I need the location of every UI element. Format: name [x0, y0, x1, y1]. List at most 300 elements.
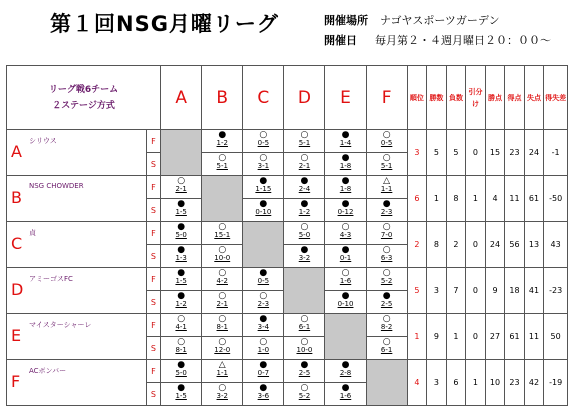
result-score: 1-1: [216, 369, 228, 377]
result-mark: ●: [259, 268, 268, 278]
result-score: 2-8: [339, 369, 352, 377]
result-mark: ○: [300, 222, 309, 232]
result-mark: ○: [382, 314, 391, 324]
result-cell: [243, 383, 284, 406]
result-score: 5-1: [216, 162, 228, 170]
result-mark: ○: [177, 337, 186, 347]
result-cell: [243, 314, 284, 337]
venue-value: ナゴヤスポーツガーデン: [380, 14, 500, 27]
stat-header-label: 得失差: [545, 93, 567, 102]
stage-label: F: [146, 176, 160, 199]
result-cell: [284, 360, 325, 383]
result-score: 1-8: [339, 185, 352, 193]
result-cell: [325, 199, 366, 222]
stage-label: F: [146, 268, 160, 291]
table-row: [7, 268, 568, 291]
league-format-line2: ２ステージ方式: [52, 100, 115, 111]
stage-label: S: [146, 337, 160, 360]
team-cell: [7, 176, 147, 222]
result-mark: ○: [300, 383, 309, 393]
result-cell: [161, 245, 202, 268]
result-mark: ○: [382, 153, 391, 163]
result-score: 1-5: [175, 392, 187, 400]
team-letter: D: [11, 280, 24, 299]
self-match-cell: [202, 176, 243, 222]
result-cell: [325, 245, 366, 268]
stat-header-label: 順位: [409, 93, 424, 102]
stage-label: F: [146, 314, 160, 337]
result-mark: ●: [259, 199, 268, 209]
result-mark: ●: [382, 199, 391, 209]
stat-value: 11: [505, 176, 525, 222]
stat-value: 10: [485, 360, 505, 406]
stat-value: 15: [485, 130, 505, 176]
column-header-e: E: [325, 66, 366, 130]
team-letter: E: [11, 326, 22, 345]
league-table: [6, 65, 568, 406]
stat-value: 4: [485, 176, 505, 222]
result-mark: ○: [382, 222, 391, 232]
result-cell: [284, 176, 325, 199]
result-cell: [366, 337, 407, 360]
result-score: 0-10: [255, 208, 272, 216]
stat-value: 0: [466, 130, 486, 176]
result-mark: ●: [341, 245, 350, 255]
result-score: 2-5: [380, 300, 393, 308]
result-cell: [243, 268, 284, 291]
result-cell: [284, 383, 325, 406]
result-cell: [325, 268, 366, 291]
stat-value: 11: [524, 314, 544, 360]
league-format: [7, 66, 161, 130]
result-cell: [243, 291, 284, 314]
result-cell: [366, 245, 407, 268]
result-score: 1-15: [255, 185, 272, 193]
stat-value: 1: [466, 360, 486, 406]
team-cell: [7, 314, 147, 360]
result-score: 3-2: [298, 254, 311, 262]
league-format-line1: リーグ戦6チーム: [48, 84, 119, 95]
self-match-cell: [161, 130, 202, 176]
table-row: [7, 130, 568, 153]
result-score: 3-4: [257, 323, 270, 331]
result-mark: ○: [259, 153, 268, 163]
table-row: [7, 314, 568, 337]
result-cell: [161, 337, 202, 360]
stat-value: 50: [544, 314, 568, 360]
result-cell: [366, 222, 407, 245]
stat-header: [544, 66, 568, 130]
stat-value: 23: [505, 360, 525, 406]
result-mark: ●: [341, 130, 350, 140]
result-mark: ○: [382, 130, 391, 140]
result-cell: [366, 199, 407, 222]
stage-label: S: [146, 245, 160, 268]
stat-value: 56: [505, 222, 525, 268]
result-cell: [161, 268, 202, 291]
result-score: 0-5: [380, 139, 393, 147]
stat-value: 6: [446, 360, 466, 406]
result-mark: ●: [177, 199, 186, 209]
result-cell: [366, 314, 407, 337]
result-cell: [161, 222, 202, 245]
result-mark: ○: [218, 222, 227, 232]
result-score: 2-1: [216, 300, 228, 308]
result-mark: ●: [341, 291, 350, 301]
result-cell: [243, 199, 284, 222]
stat-value: 3: [427, 268, 447, 314]
result-score: 2-5: [298, 369, 311, 377]
result-score: 2-3: [257, 300, 270, 308]
result-cell: [325, 383, 366, 406]
result-cell: [284, 153, 325, 176]
stat-value: 9: [427, 314, 447, 360]
result-cell: [325, 360, 366, 383]
stat-value: 2: [446, 222, 466, 268]
result-mark: ●: [341, 199, 350, 209]
stat-value: 23: [505, 130, 525, 176]
venue-label: 開催場所: [324, 14, 368, 27]
self-match-cell: [325, 314, 366, 360]
result-mark: ○: [259, 291, 268, 301]
result-cell: [325, 222, 366, 245]
stat-header-label: 引分け: [468, 87, 483, 108]
result-score: 3-1: [257, 162, 270, 170]
result-cell: [366, 176, 407, 199]
result-cell: [202, 130, 243, 153]
result-score: 1-3: [175, 254, 187, 262]
result-cell: [325, 291, 366, 314]
result-score: 1-1: [380, 185, 393, 193]
rank-value: 4: [407, 360, 427, 406]
stat-header: [427, 66, 447, 130]
result-score: 2-1: [298, 162, 311, 170]
result-cell: [366, 268, 407, 291]
page-title: 第１回NSG月曜リーグ: [50, 12, 279, 36]
stat-value: 24: [524, 130, 544, 176]
result-mark: ●: [341, 360, 350, 370]
result-score: 1-0: [257, 346, 270, 354]
result-cell: [161, 383, 202, 406]
result-mark: ●: [259, 360, 268, 370]
result-cell: [202, 153, 243, 176]
team-name: アミーゴスFC: [29, 275, 73, 283]
result-score: 4-1: [175, 323, 187, 331]
stage-label: S: [146, 153, 160, 176]
result-score: 0-5: [257, 139, 270, 147]
result-cell: [284, 337, 325, 360]
stat-value: 5: [427, 130, 447, 176]
result-score: 10-0: [296, 346, 313, 354]
result-score: 0-1: [339, 254, 352, 262]
result-cell: [366, 291, 407, 314]
team-letter: F: [11, 372, 21, 391]
team-letter: A: [11, 142, 22, 161]
result-cell: [325, 176, 366, 199]
result-mark: ○: [218, 337, 227, 347]
stat-value: 5: [446, 130, 466, 176]
stat-value: 8: [427, 222, 447, 268]
rank-value: 5: [407, 268, 427, 314]
result-mark: ○: [218, 291, 227, 301]
stat-value: 3: [427, 360, 447, 406]
self-match-cell: [366, 360, 407, 406]
result-score: 2-4: [298, 185, 311, 193]
stat-value: 0: [466, 314, 486, 360]
result-score: 0-7: [257, 369, 270, 377]
result-mark: ●: [177, 291, 186, 301]
result-cell: [202, 383, 243, 406]
stage-label: S: [146, 383, 160, 406]
result-mark: △: [383, 176, 391, 186]
result-score: 4-3: [339, 231, 352, 239]
team-name: NSG CHOWDER: [29, 182, 84, 190]
team-letter: C: [11, 234, 23, 253]
result-cell: [243, 360, 284, 383]
stat-header-label: 得点: [507, 93, 522, 102]
result-mark: ●: [341, 153, 350, 163]
result-score: 2-1: [175, 185, 187, 193]
stat-value: 18: [505, 268, 525, 314]
team-name: ACボンバー: [29, 367, 67, 375]
stat-value: -19: [544, 360, 568, 406]
rank-value: 1: [407, 314, 427, 360]
result-mark: ●: [300, 245, 309, 255]
result-cell: [202, 337, 243, 360]
stat-header-label: 勝点: [487, 93, 502, 102]
result-cell: [284, 222, 325, 245]
stat-value: 0: [466, 268, 486, 314]
team-cell: [7, 222, 147, 268]
result-cell: [243, 130, 284, 153]
stat-header: [505, 66, 525, 130]
team-cell: [7, 130, 147, 176]
result-mark: ●: [177, 245, 186, 255]
stat-value: 9: [485, 268, 505, 314]
result-cell: [284, 199, 325, 222]
result-mark: ●: [300, 360, 309, 370]
result-mark: ○: [218, 245, 227, 255]
result-cell: [161, 199, 202, 222]
result-mark: ○: [300, 153, 309, 163]
result-mark: ●: [341, 176, 350, 186]
result-score: 5-1: [298, 139, 311, 147]
result-cell: [202, 245, 243, 268]
result-score: 12-0: [214, 346, 231, 354]
result-score: 15-1: [214, 231, 231, 239]
result-score: 1-6: [339, 277, 352, 285]
table-row: [7, 176, 568, 199]
result-mark: ●: [341, 383, 350, 393]
result-mark: ○: [259, 337, 268, 347]
result-score: 1-2: [298, 208, 311, 216]
result-mark: ○: [341, 222, 350, 232]
result-mark: ●: [300, 176, 309, 186]
result-score: 7-0: [380, 231, 393, 239]
column-header-c: C: [243, 66, 284, 130]
stat-value: 1: [466, 176, 486, 222]
result-mark: ○: [177, 176, 186, 186]
result-mark: ○: [382, 245, 391, 255]
result-mark: ○: [177, 314, 186, 324]
result-score: 2-3: [380, 208, 393, 216]
result-score: 8-1: [175, 346, 187, 354]
result-cell: [202, 314, 243, 337]
schedule-label: 開催日: [324, 34, 357, 47]
result-mark: ●: [177, 360, 186, 370]
stat-header-label: 勝数: [429, 93, 444, 102]
stat-value: 1: [427, 176, 447, 222]
result-score: 8-1: [216, 323, 228, 331]
result-score: 5-0: [175, 369, 187, 377]
result-mark: ○: [300, 337, 309, 347]
team-name: マイスターシャーレ: [29, 321, 92, 329]
team-cell: [7, 360, 147, 406]
result-score: 3-6: [257, 392, 270, 400]
column-header-f: F: [366, 66, 407, 130]
stage-label: F: [146, 222, 160, 245]
result-mark: ●: [177, 268, 186, 278]
result-mark: ○: [341, 268, 350, 278]
stat-header: [466, 66, 486, 130]
result-mark: ●: [218, 130, 227, 140]
rank-value: 2: [407, 222, 427, 268]
stat-header: [524, 66, 544, 130]
stat-header: [485, 66, 505, 130]
result-mark: ○: [300, 314, 309, 324]
result-cell: [243, 153, 284, 176]
stat-value: 43: [544, 222, 568, 268]
stat-value: 61: [505, 314, 525, 360]
result-mark: ○: [382, 268, 391, 278]
result-cell: [284, 314, 325, 337]
result-score: 5-0: [175, 231, 187, 239]
result-score: 1-5: [175, 208, 187, 216]
column-header-d: D: [284, 66, 325, 130]
result-cell: [243, 337, 284, 360]
result-mark: ○: [300, 130, 309, 140]
stat-value: 61: [524, 176, 544, 222]
result-mark: ●: [300, 199, 309, 209]
result-score: 0-12: [337, 208, 354, 216]
stat-value: 24: [485, 222, 505, 268]
result-mark: ●: [259, 314, 268, 324]
stage-label: F: [146, 360, 160, 383]
result-score: 5-2: [380, 277, 393, 285]
result-score: 4-2: [216, 277, 228, 285]
stage-label: F: [146, 130, 160, 153]
result-cell: [325, 130, 366, 153]
stat-value: 8: [446, 176, 466, 222]
result-mark: ○: [218, 153, 227, 163]
stage-label: S: [146, 199, 160, 222]
result-cell: [202, 291, 243, 314]
rank-value: 3: [407, 130, 427, 176]
stat-header-label: 失点: [527, 93, 542, 102]
stat-header: [407, 66, 427, 130]
stat-value: 42: [524, 360, 544, 406]
result-mark: ○: [218, 314, 227, 324]
result-mark: ●: [259, 176, 268, 186]
result-mark: △: [218, 360, 226, 370]
result-score: 5-1: [380, 162, 393, 170]
result-score: 1-2: [216, 139, 228, 147]
result-score: 1-4: [339, 139, 352, 147]
result-score: 6-1: [298, 323, 311, 331]
result-mark: ●: [177, 383, 186, 393]
stat-value: 1: [446, 314, 466, 360]
stat-header: [446, 66, 466, 130]
result-mark: ●: [177, 222, 186, 232]
result-cell: [243, 176, 284, 199]
column-header-a: A: [161, 66, 202, 130]
result-score: 6-3: [380, 254, 393, 262]
result-cell: [202, 222, 243, 245]
result-mark: ○: [382, 337, 391, 347]
result-cell: [161, 360, 202, 383]
result-cell: [366, 130, 407, 153]
result-score: 1-2: [175, 300, 187, 308]
result-mark: ○: [259, 130, 268, 140]
self-match-cell: [284, 268, 325, 314]
table-row: [7, 360, 568, 383]
result-cell: [325, 153, 366, 176]
schedule-value: 毎月第２・４週月曜日２０：００～: [375, 34, 551, 47]
rank-value: 6: [407, 176, 427, 222]
result-cell: [202, 360, 243, 383]
result-score: 8-2: [380, 323, 393, 331]
stage-label: S: [146, 291, 160, 314]
stat-value: 13: [524, 222, 544, 268]
stat-value: 41: [524, 268, 544, 314]
team-cell: [7, 268, 147, 314]
result-mark: ●: [259, 383, 268, 393]
result-score: 10-0: [214, 254, 231, 262]
stat-header-label: 負数: [448, 93, 463, 102]
result-score: 5-2: [298, 392, 311, 400]
stat-value: 7: [446, 268, 466, 314]
result-score: 1-8: [339, 162, 352, 170]
result-cell: [366, 153, 407, 176]
stat-value: -50: [544, 176, 568, 222]
team-name: シリウス: [29, 137, 57, 145]
result-mark: ○: [218, 268, 227, 278]
stat-value: 27: [485, 314, 505, 360]
result-score: 0-10: [337, 300, 354, 308]
result-cell: [284, 245, 325, 268]
column-header-b: B: [202, 66, 243, 130]
team-letter: B: [11, 188, 22, 207]
stat-value: -23: [544, 268, 568, 314]
result-mark: ●: [382, 291, 391, 301]
result-score: 3-2: [216, 392, 228, 400]
result-cell: [161, 291, 202, 314]
team-name: 貞: [29, 229, 36, 237]
stat-value: -1: [544, 130, 568, 176]
stat-value: 0: [466, 222, 486, 268]
result-cell: [161, 314, 202, 337]
result-score: 5-0: [298, 231, 311, 239]
table-row: [7, 222, 568, 245]
result-cell: [202, 268, 243, 291]
result-mark: ○: [218, 383, 227, 393]
self-match-cell: [243, 222, 284, 268]
result-cell: [161, 176, 202, 199]
result-score: 1-5: [175, 277, 187, 285]
result-score: 1-6: [339, 392, 352, 400]
result-score: 0-5: [257, 277, 270, 285]
result-cell: [284, 130, 325, 153]
